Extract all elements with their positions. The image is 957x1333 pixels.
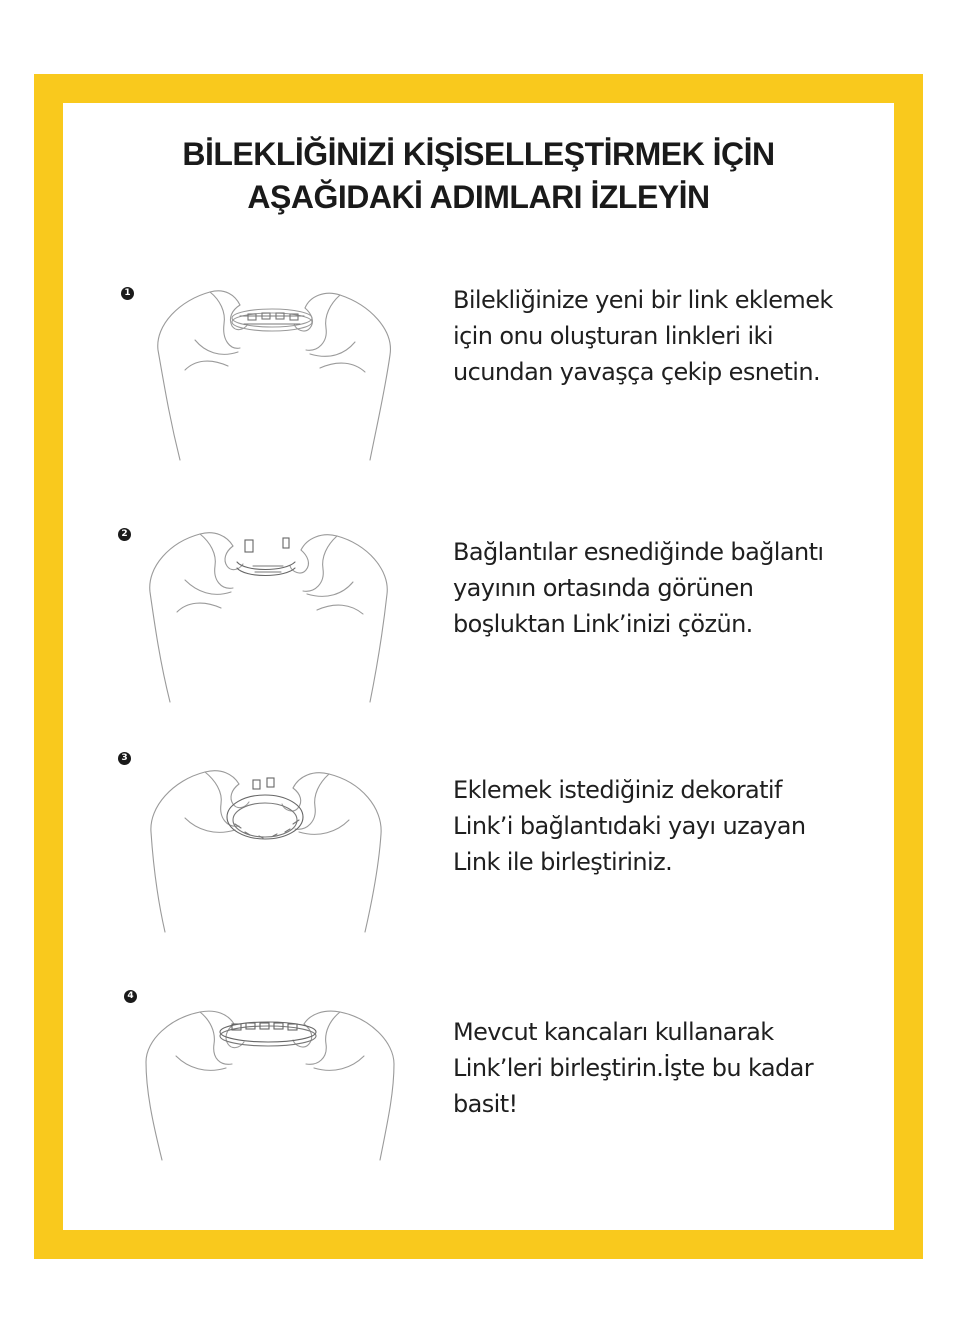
step-text-line: Mevcut kancaları kullanarak [453, 1018, 774, 1046]
step-text-line: yayının ortasında görünen [453, 574, 754, 602]
hands-stretching-bracelet-illustration [140, 280, 400, 470]
hands-joining-links-illustration [140, 1000, 400, 1170]
step-number-badge: 3 [118, 752, 131, 765]
step-number-badge: 2 [118, 528, 131, 541]
step-number-badge: 4 [124, 990, 137, 1003]
step-number-badge: 1 [121, 287, 134, 300]
page-title [34, 133, 923, 219]
step-text [453, 282, 873, 390]
step-text-line: Eklemek istediğiniz dekoratif [453, 776, 782, 804]
title-line-2: AŞAĞIDAKİ ADIMLARI İZLEYİN [247, 179, 710, 215]
step-text-line: Link ile birleştiriniz. [453, 848, 673, 876]
step-text [453, 772, 873, 880]
step-text-line: ucundan yavaşça çekip esnetin. [453, 358, 821, 386]
hands-attaching-link-illustration [135, 762, 395, 942]
hands-detaching-link-illustration [135, 522, 395, 712]
step-text-line: boşluktan Link’inizi çözün. [453, 610, 753, 638]
step-text-line: Bilekliğinize yeni bir link eklemek [453, 286, 833, 314]
step-text-line: için onu oluşturan linkleri iki [453, 322, 773, 350]
step-text-line: Link’leri birleştirin.İşte bu kadar [453, 1054, 813, 1082]
step-text-line: Bağlantılar esnediğinde bağlantı [453, 538, 824, 566]
title-line-1: BİLEKLİĞİNİZİ KİŞİSELLEŞTİRMEK İÇİN [182, 136, 775, 172]
step-text-line: Link’i bağlantıdaki yayı uzayan [453, 812, 806, 840]
step-text [453, 1014, 873, 1122]
step-text-line: basit! [453, 1090, 518, 1118]
step-text [453, 534, 873, 642]
